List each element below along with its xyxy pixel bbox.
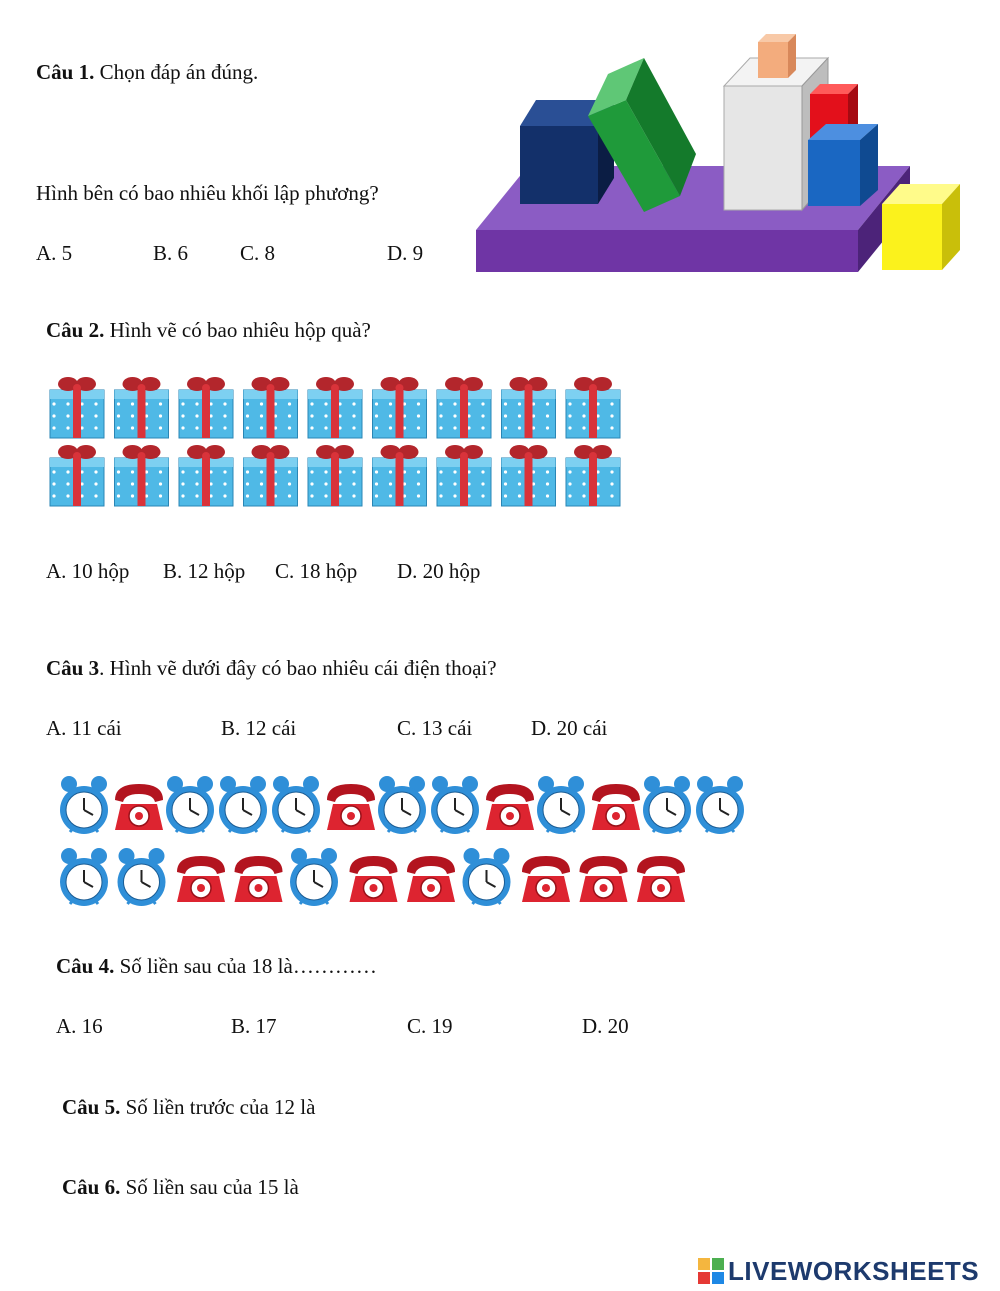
q4-label: Câu 4.	[56, 954, 115, 978]
telephone-icon	[327, 784, 375, 830]
alarm-clock-icon	[60, 848, 108, 906]
alarm-clock-icon	[290, 848, 338, 906]
gift-box-icon	[179, 445, 233, 506]
alarm-clock-icon	[643, 776, 691, 834]
q1-question: Hình bên có bao nhiêu khối lập phương?	[36, 181, 379, 205]
gift-box-icon	[373, 377, 427, 438]
q3-label: Câu 3	[46, 656, 100, 680]
gift-box-icon	[566, 377, 620, 438]
alarm-clock-icon	[166, 776, 214, 834]
gift-box-icon	[244, 377, 298, 438]
alarm-clock-icon	[118, 848, 166, 906]
gift-box-icon	[437, 377, 491, 438]
alarm-clock-icon	[272, 776, 320, 834]
gift-box-icon	[115, 445, 169, 506]
gift-boxes-figure	[46, 372, 630, 512]
q5-label: Câu 5.	[62, 1095, 121, 1119]
q4-heading	[56, 954, 377, 979]
q4-question: Số liền sau của 18 là…………	[114, 954, 377, 978]
q5-question: Số liền trước của 12 là	[120, 1095, 316, 1119]
telephone-icon	[350, 856, 398, 902]
q5-heading	[62, 1095, 315, 1120]
gift-box-icon	[566, 445, 620, 506]
blocks-figure	[458, 28, 974, 288]
q3-option-d[interactable]: D. 20 cái	[531, 716, 608, 740]
q2-question: Hình vẽ có bao nhiêu hộp quà?	[104, 318, 371, 342]
q3-question: . Hình vẽ dưới đây có bao nhiêu cái điện thoại?	[99, 656, 497, 680]
telephone-icon	[235, 856, 283, 902]
gift-box-icon	[502, 445, 556, 506]
gift-box-icon	[244, 445, 298, 506]
peach-cube	[758, 34, 796, 78]
telephone-icon	[486, 784, 534, 830]
q1-option-a[interactable]: A. 5	[36, 241, 73, 265]
gift-box-icon	[50, 377, 104, 438]
gift-box-icon	[179, 377, 233, 438]
q2-heading	[46, 318, 371, 343]
q1-instruction: Chọn đáp án đúng.	[94, 60, 259, 84]
q3-option-a[interactable]: A. 11 cái	[46, 716, 122, 740]
gift-box-icon	[308, 377, 362, 438]
q2-label: Câu 2.	[46, 318, 105, 342]
gift-box-icon	[502, 377, 556, 438]
gift-box-icon	[373, 445, 427, 506]
q1-option-b[interactable]: B. 6	[153, 241, 189, 265]
q1-option-c[interactable]: C. 8	[240, 241, 276, 265]
telephone-icon	[580, 856, 628, 902]
q6-question: Số liền sau của 15 là	[120, 1175, 299, 1199]
telephone-icon	[637, 856, 685, 902]
blue-cube	[808, 124, 878, 206]
gift-box-icon	[308, 445, 362, 506]
telephone-icon	[522, 856, 570, 902]
q4-option-a[interactable]: A. 16	[56, 1014, 103, 1038]
q6-label: Câu 6.	[62, 1175, 121, 1199]
alarm-clock-icon	[696, 776, 744, 834]
q4-option-d[interactable]: D. 20	[582, 1014, 629, 1038]
liveworksheets-wordmark: LIVEWORKSHEETS	[728, 1255, 980, 1286]
alarm-clock-icon	[378, 776, 426, 834]
q2-option-c[interactable]: C. 18 hộp	[275, 559, 358, 583]
q1-heading	[36, 60, 258, 85]
q6-heading	[62, 1175, 299, 1200]
yellow-cube	[882, 184, 960, 270]
q1-label: Câu 1.	[36, 60, 95, 84]
q1-option-d[interactable]: D. 9	[387, 241, 424, 265]
q2-option-b[interactable]: B. 12 hộp	[163, 559, 246, 583]
telephone-icon	[115, 784, 163, 830]
gift-box-icon	[50, 445, 104, 506]
liveworksheets-icon	[698, 1258, 724, 1284]
liveworksheets-logo	[698, 1256, 979, 1286]
telephone-icon	[177, 856, 225, 902]
q3-option-c[interactable]: C. 13 cái	[397, 716, 473, 740]
q2-option-d[interactable]: D. 20 hộp	[397, 559, 481, 583]
alarm-clock-icon	[463, 848, 511, 906]
q3-heading	[46, 656, 497, 681]
gift-box-icon	[437, 445, 491, 506]
alarm-clock-icon	[219, 776, 267, 834]
telephone-icon	[407, 856, 455, 902]
q2-option-a[interactable]: A. 10 hộp	[46, 559, 130, 583]
alarm-clock-icon	[60, 776, 108, 834]
alarm-clock-icon	[431, 776, 479, 834]
telephone-icon	[592, 784, 640, 830]
alarm-clock-icon	[537, 776, 585, 834]
q3-option-b[interactable]: B. 12 cái	[221, 716, 297, 740]
gift-box-icon	[115, 377, 169, 438]
q4-option-c[interactable]: C. 19	[407, 1014, 453, 1038]
clocks-phones-figure	[56, 768, 772, 914]
q4-option-b[interactable]: B. 17	[231, 1014, 277, 1038]
